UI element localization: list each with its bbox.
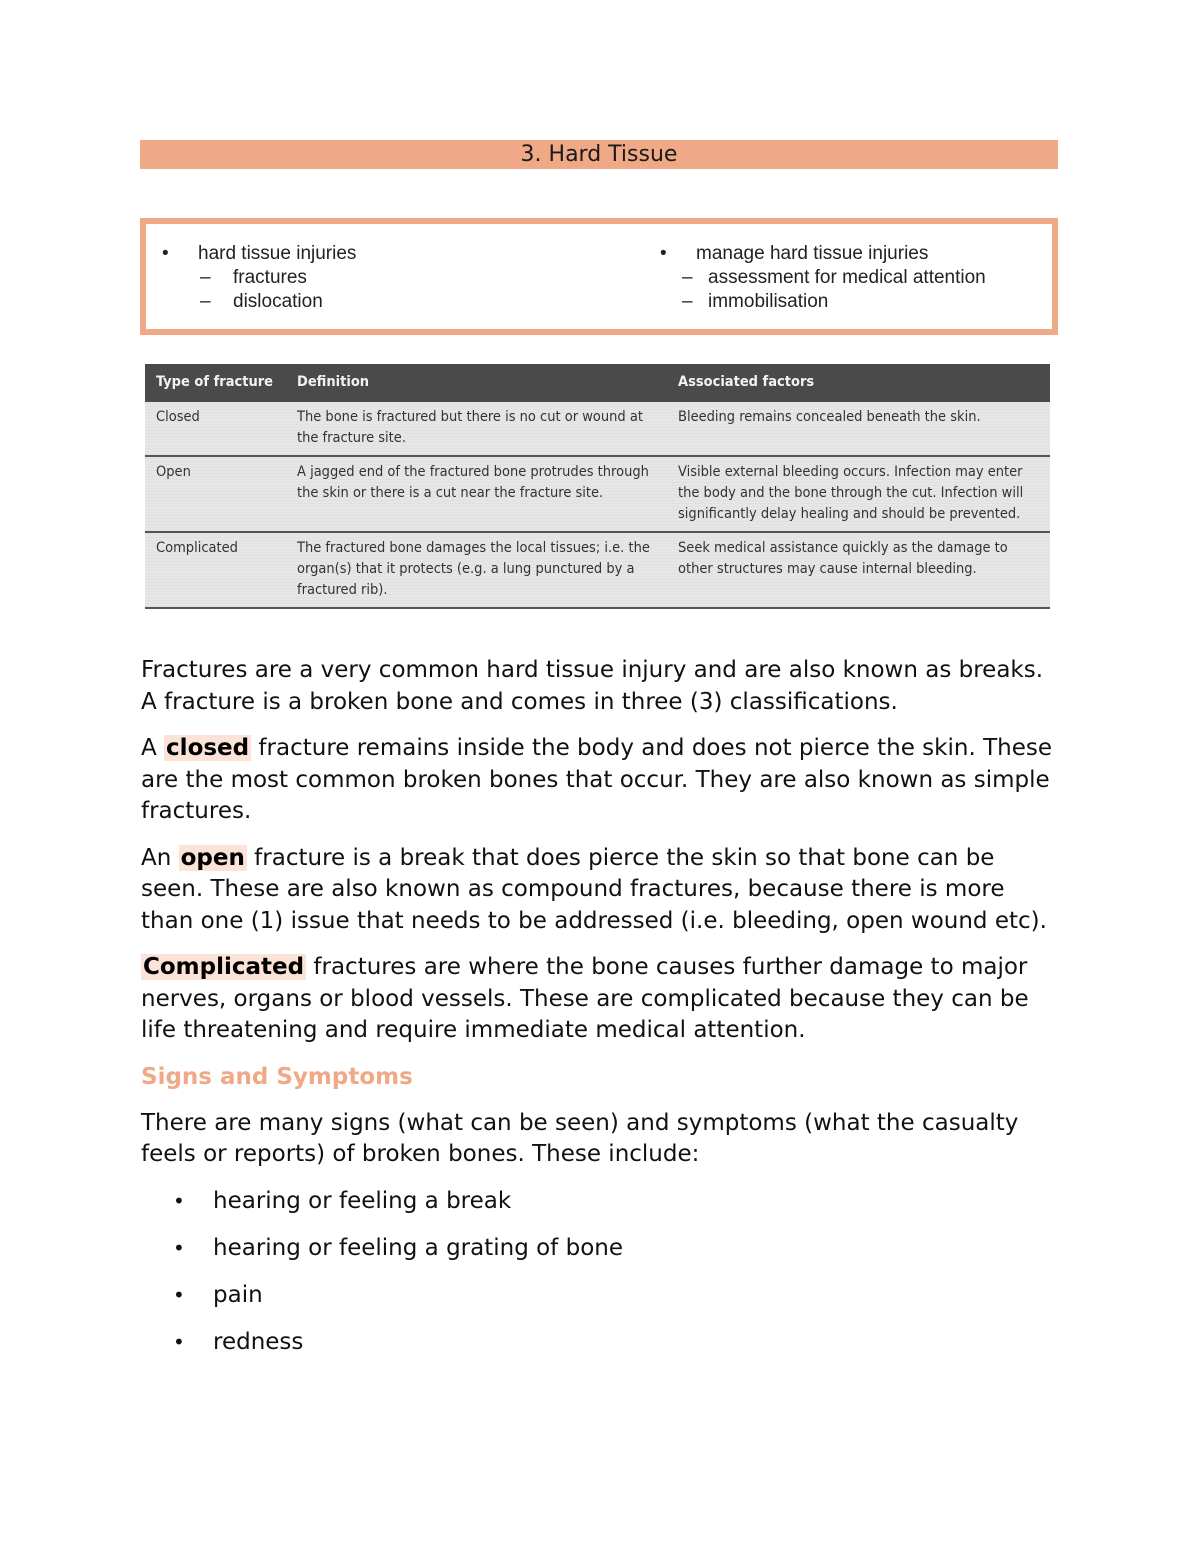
cell-type: Open xyxy=(145,456,286,532)
column-header-associated-factors: Associated factors xyxy=(667,364,1050,402)
closed-prefix: A xyxy=(141,735,165,761)
cell-type: Complicated xyxy=(145,532,286,608)
fracture-types-table xyxy=(145,364,1050,609)
closed-paragraph xyxy=(141,733,1061,828)
open-text: fracture is a break that does pierce the skin so that bone can be seen. These are also known as compound fractures, because there is more than one (1) issue that needs to be addressed (i.e. bleeding, open wound etc). xyxy=(141,844,1047,934)
outcome-subitem xyxy=(158,266,356,290)
outcome-heading: manage hard tissue injuries xyxy=(696,243,929,264)
signs-intro: There are many signs (what can be seen) and symptoms (what the casualty feels or reports) of broken bones. These include: xyxy=(141,1109,1019,1167)
body-content xyxy=(141,655,1061,1374)
outcomes-right-column xyxy=(656,242,986,314)
cell-associated-factors: Visible external bleeding occurs. Infection may enter the body and the bone through the cut. Infection will significantly delay healing and should be prevented. xyxy=(667,456,1050,532)
outcome-subitem xyxy=(158,290,356,314)
complicated-text: fractures are where the bone causes further damage to major nerves, organs or blood vessels. These are complicated because they can be life threatening and require immediate medical attention. xyxy=(141,954,1029,1043)
bullet-icon: • xyxy=(173,1235,185,1260)
cell-definition: The fractured bone damages the local tissues; i.e. the organ(s) that it protects (e.g. a lung punctured by a fractured rib). xyxy=(286,532,667,608)
cell-associated-factors: Seek medical assistance quickly as the damage to other structures may cause internal bleeding. xyxy=(667,532,1050,608)
complicated-paragraph xyxy=(141,952,1061,1047)
cell-definition: A jagged end of the fractured bone protrudes through the skin or there is a cut near the fracture site. xyxy=(286,456,667,532)
outcome-subitem-label: fractures xyxy=(233,267,307,288)
outcome-heading: hard tissue injuries xyxy=(198,243,357,264)
list-item xyxy=(141,1233,1061,1265)
bullet-icon: • xyxy=(173,1188,185,1213)
open-prefix: An xyxy=(141,844,179,871)
open-paragraph xyxy=(141,843,1061,938)
outcome-subitem-label: immobilisation xyxy=(708,291,829,312)
list-item xyxy=(141,1186,1061,1218)
bullet-icon: • xyxy=(173,1329,185,1354)
column-header-type: Type of fracture xyxy=(145,364,286,402)
table-row xyxy=(145,456,1050,532)
signs-heading: Signs and Symptoms xyxy=(141,1063,413,1090)
signs-list xyxy=(141,1186,1061,1359)
bullet-icon: • xyxy=(162,243,169,264)
dash-icon: – xyxy=(200,291,211,312)
intro-paragraph: Fractures are a very common hard tissue injury and are also known as breaks. A fracture is a broken bone and comes in three (3) classifications. xyxy=(141,657,1044,715)
outcome-subitem-label: dislocation xyxy=(233,291,323,312)
open-term-highlight: open xyxy=(180,844,245,871)
list-item xyxy=(141,1280,1061,1312)
section-title: 3. Hard Tissue xyxy=(520,142,678,167)
section-title-bar xyxy=(140,140,1058,169)
table-row xyxy=(145,532,1050,608)
outcome-item xyxy=(158,242,356,266)
complicated-term-highlight: Complicated xyxy=(143,954,305,980)
table-row xyxy=(145,402,1050,456)
closed-term-highlight: closed xyxy=(166,735,250,761)
outcomes-left-column xyxy=(158,242,356,314)
dash-icon: – xyxy=(200,267,211,288)
dash-icon: – xyxy=(682,291,693,312)
cell-associated-factors: Bleeding remains concealed beneath the skin. xyxy=(667,402,1050,456)
cell-type: Closed xyxy=(145,402,286,456)
list-item-label: pain xyxy=(213,1281,263,1308)
list-item-label: hearing or feeling a break xyxy=(213,1187,512,1214)
cell-definition: The bone is fractured but there is no cut or wound at the fracture site. xyxy=(286,402,667,456)
outcome-item xyxy=(656,242,986,266)
list-item-label: redness xyxy=(213,1328,304,1355)
dash-icon: – xyxy=(682,267,693,288)
bullet-icon: • xyxy=(173,1282,185,1307)
outcome-subitem xyxy=(656,266,986,290)
bullet-icon: • xyxy=(660,243,667,264)
list-item xyxy=(141,1327,1061,1359)
outcome-subitem-label: assessment for medical attention xyxy=(708,267,986,288)
outcome-subitem xyxy=(656,290,986,314)
learning-outcomes-box xyxy=(140,218,1058,335)
list-item-label: hearing or feeling a grating of bone xyxy=(213,1234,623,1261)
column-header-definition: Definition xyxy=(286,364,667,402)
closed-text: fracture remains inside the body and does not pierce the skin. These are the most common broken bones that occur. They are also known as simple fractures. xyxy=(141,735,1052,824)
table-header-row xyxy=(145,364,1050,402)
